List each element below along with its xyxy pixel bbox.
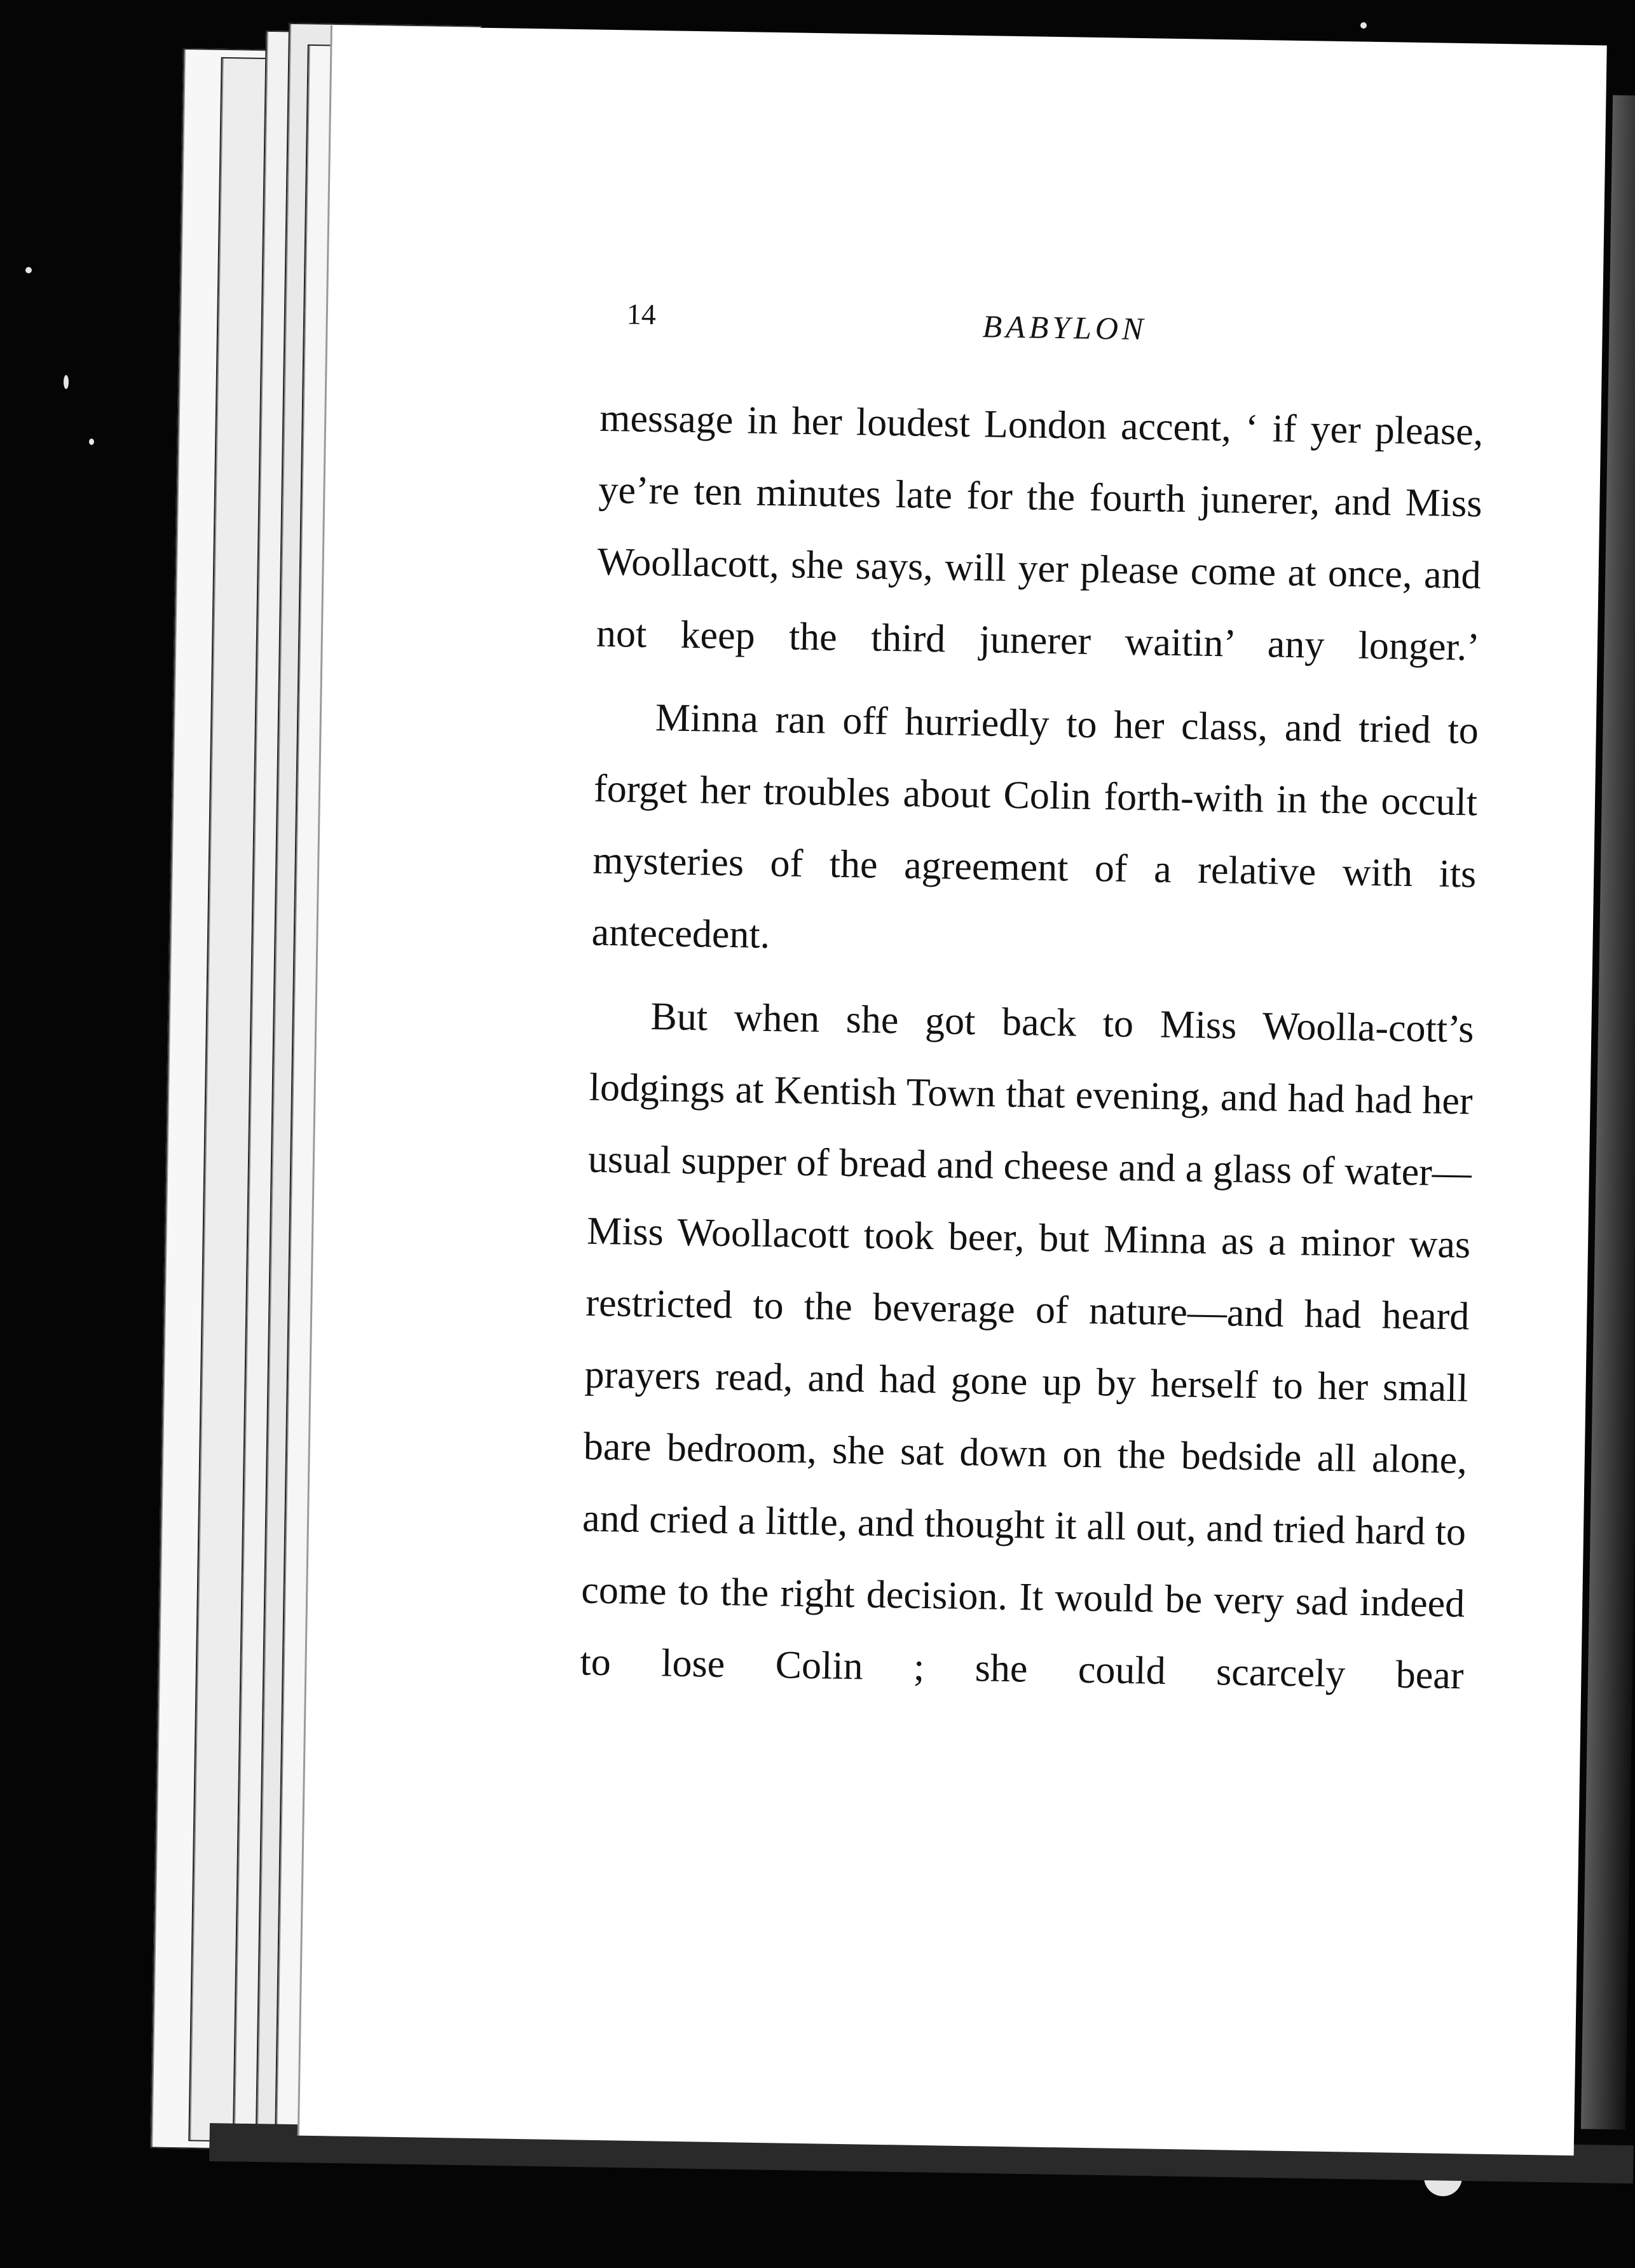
margin-speck xyxy=(64,375,69,389)
paragraph: message in her loudest London accent, ‘ if yer please, ye’re ten minutes late for the fourth junerer, and Miss Woollacott, she says, will yer please come at once, and not keep the third junerer waitin’ any longer.’ xyxy=(596,396,1484,669)
margin-speck xyxy=(89,439,94,445)
margin-speck xyxy=(1360,22,1367,29)
margin-speck xyxy=(25,267,32,273)
paragraph: But when she got back to Miss Woolla-cott’s lodgings at Kentish Town that evening, and had had her usual supper of bread and cheese and a glass of water—Miss Woollacott took beer, but Minna as a minor was restricted to the beverage of nature—and had heard prayers read, and had gone up by herself to her small bare bedroom, she sat down on the bedside all alone, and cried a little, and thought it all out, and tried hard to come to the right decision. It would be very sad indeed to lose Colin ; she could scarcely bear xyxy=(580,995,1474,1698)
body-text xyxy=(580,383,1484,1712)
paragraph: Minna ran off hurriedly to her class, and tried to forget her troubles about Colin forth-with in the occult mysteries of the agreement of a relative with its antecedent. xyxy=(591,696,1479,957)
book-page xyxy=(298,25,1607,2155)
running-title: BABYLON xyxy=(982,308,1147,347)
running-head xyxy=(626,297,1549,362)
page-number: 14 xyxy=(626,297,657,331)
